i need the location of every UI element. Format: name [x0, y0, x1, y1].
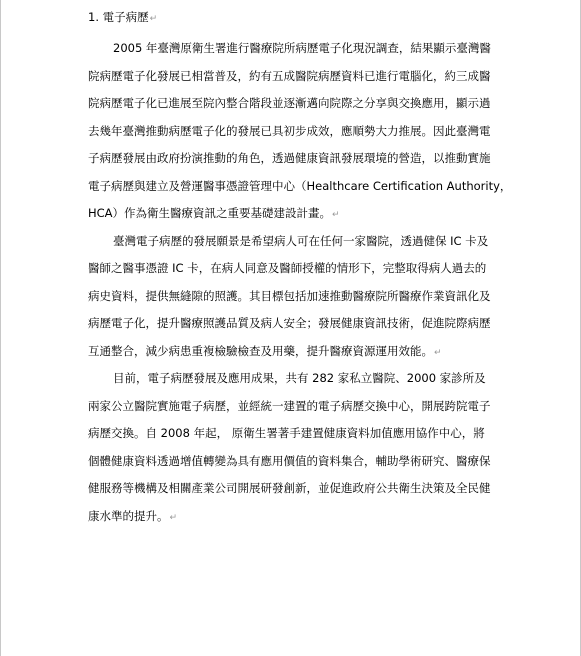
section-heading: 1. 電子病歷↵ — [88, 10, 158, 24]
text-line: 2005 年臺灣原衛生署進行醫療院所病歷電子化現況調查，結果顯示臺灣醫 — [113, 41, 491, 55]
text-line: 病歷交換。自 2008 年起， 原衛生署著手建置健康資料加值應用協作中心，將 — [88, 426, 485, 440]
text-line-last: 互通整合，減少病患重複檢驗檢查及用藥，提升醫療資源運用效能。↵ — [88, 343, 442, 358]
text-line-last: HCA）作為衛生醫療資訊之重要基礎建設計畫。↵ — [88, 206, 340, 220]
paragraph-mark-icon: ↵ — [434, 347, 442, 358]
paragraph-3 — [88, 370, 498, 535]
text-line: 健服務等機構及相關產業公司開展研發創新，並促進政府公共衛生決策及全民健 — [88, 481, 491, 495]
page-border-left — [0, 0, 1, 656]
text-line: 病歷電子化，提升醫療照護品質及病人安全；發展健康資訊技術，促進院際病歷 — [88, 316, 491, 330]
paragraph-mark-icon: ↵ — [332, 210, 340, 220]
text-line: 醫師之醫事憑證 IC 卡，在病人同意及醫師授權的情形下，完整取得病人過去的 — [88, 261, 487, 275]
text-line: 個體健康資料透過增值轉變為具有應用價值的資料集合，輔助學術研究、醫療保 — [88, 453, 491, 468]
text-line: 病史資料，提供無縫隙的照護。其目標包括加速推動醫療院所醫療作業資訊化及 — [88, 288, 491, 303]
paragraph-mark-icon: ↵ — [149, 14, 158, 24]
text-line: 院病歷電子化發展已相當普及，約有五成醫院病歷資料已進行電腦化，約三成醫 — [88, 68, 491, 83]
paragraph-2 — [88, 233, 498, 371]
paragraph-mark-icon: ↵ — [169, 512, 178, 523]
document-body — [88, 0, 512, 535]
text-line: 臺灣電子病歷的發展願景是希望病人可在任何一家醫院，透過健保 IC 卡及 — [113, 233, 489, 248]
text-line: 院病歷電子化已進展至院內整合階段並逐漸邁向院際之分享與交換應用，顯示過 — [88, 96, 491, 110]
text-line: 兩家公立醫院實施電子病歷，並經統一建置的電子病歷交換中心，開展跨院電子 — [88, 398, 491, 413]
text-line: 子病歷發展由政府扮演推動的角色，透過健康資訊發展環境的營造，以推動實施 — [88, 151, 491, 165]
paragraph-1 — [88, 40, 512, 233]
text-line: 去幾年臺灣推動病歷電子化的發展已具初步成效，應順勢大力推展。因此臺灣電 — [88, 123, 491, 138]
text-line-last: 康水準的提升。↵ — [88, 508, 178, 523]
text-line: 電子病歷與建立及營運醫事憑證管理中心（Healthcare Certification Authority， — [88, 178, 512, 193]
text-line: 目前，電子病歷發展及應用成果，共有 282 家私立醫院、2000 家診所及 — [113, 371, 486, 385]
